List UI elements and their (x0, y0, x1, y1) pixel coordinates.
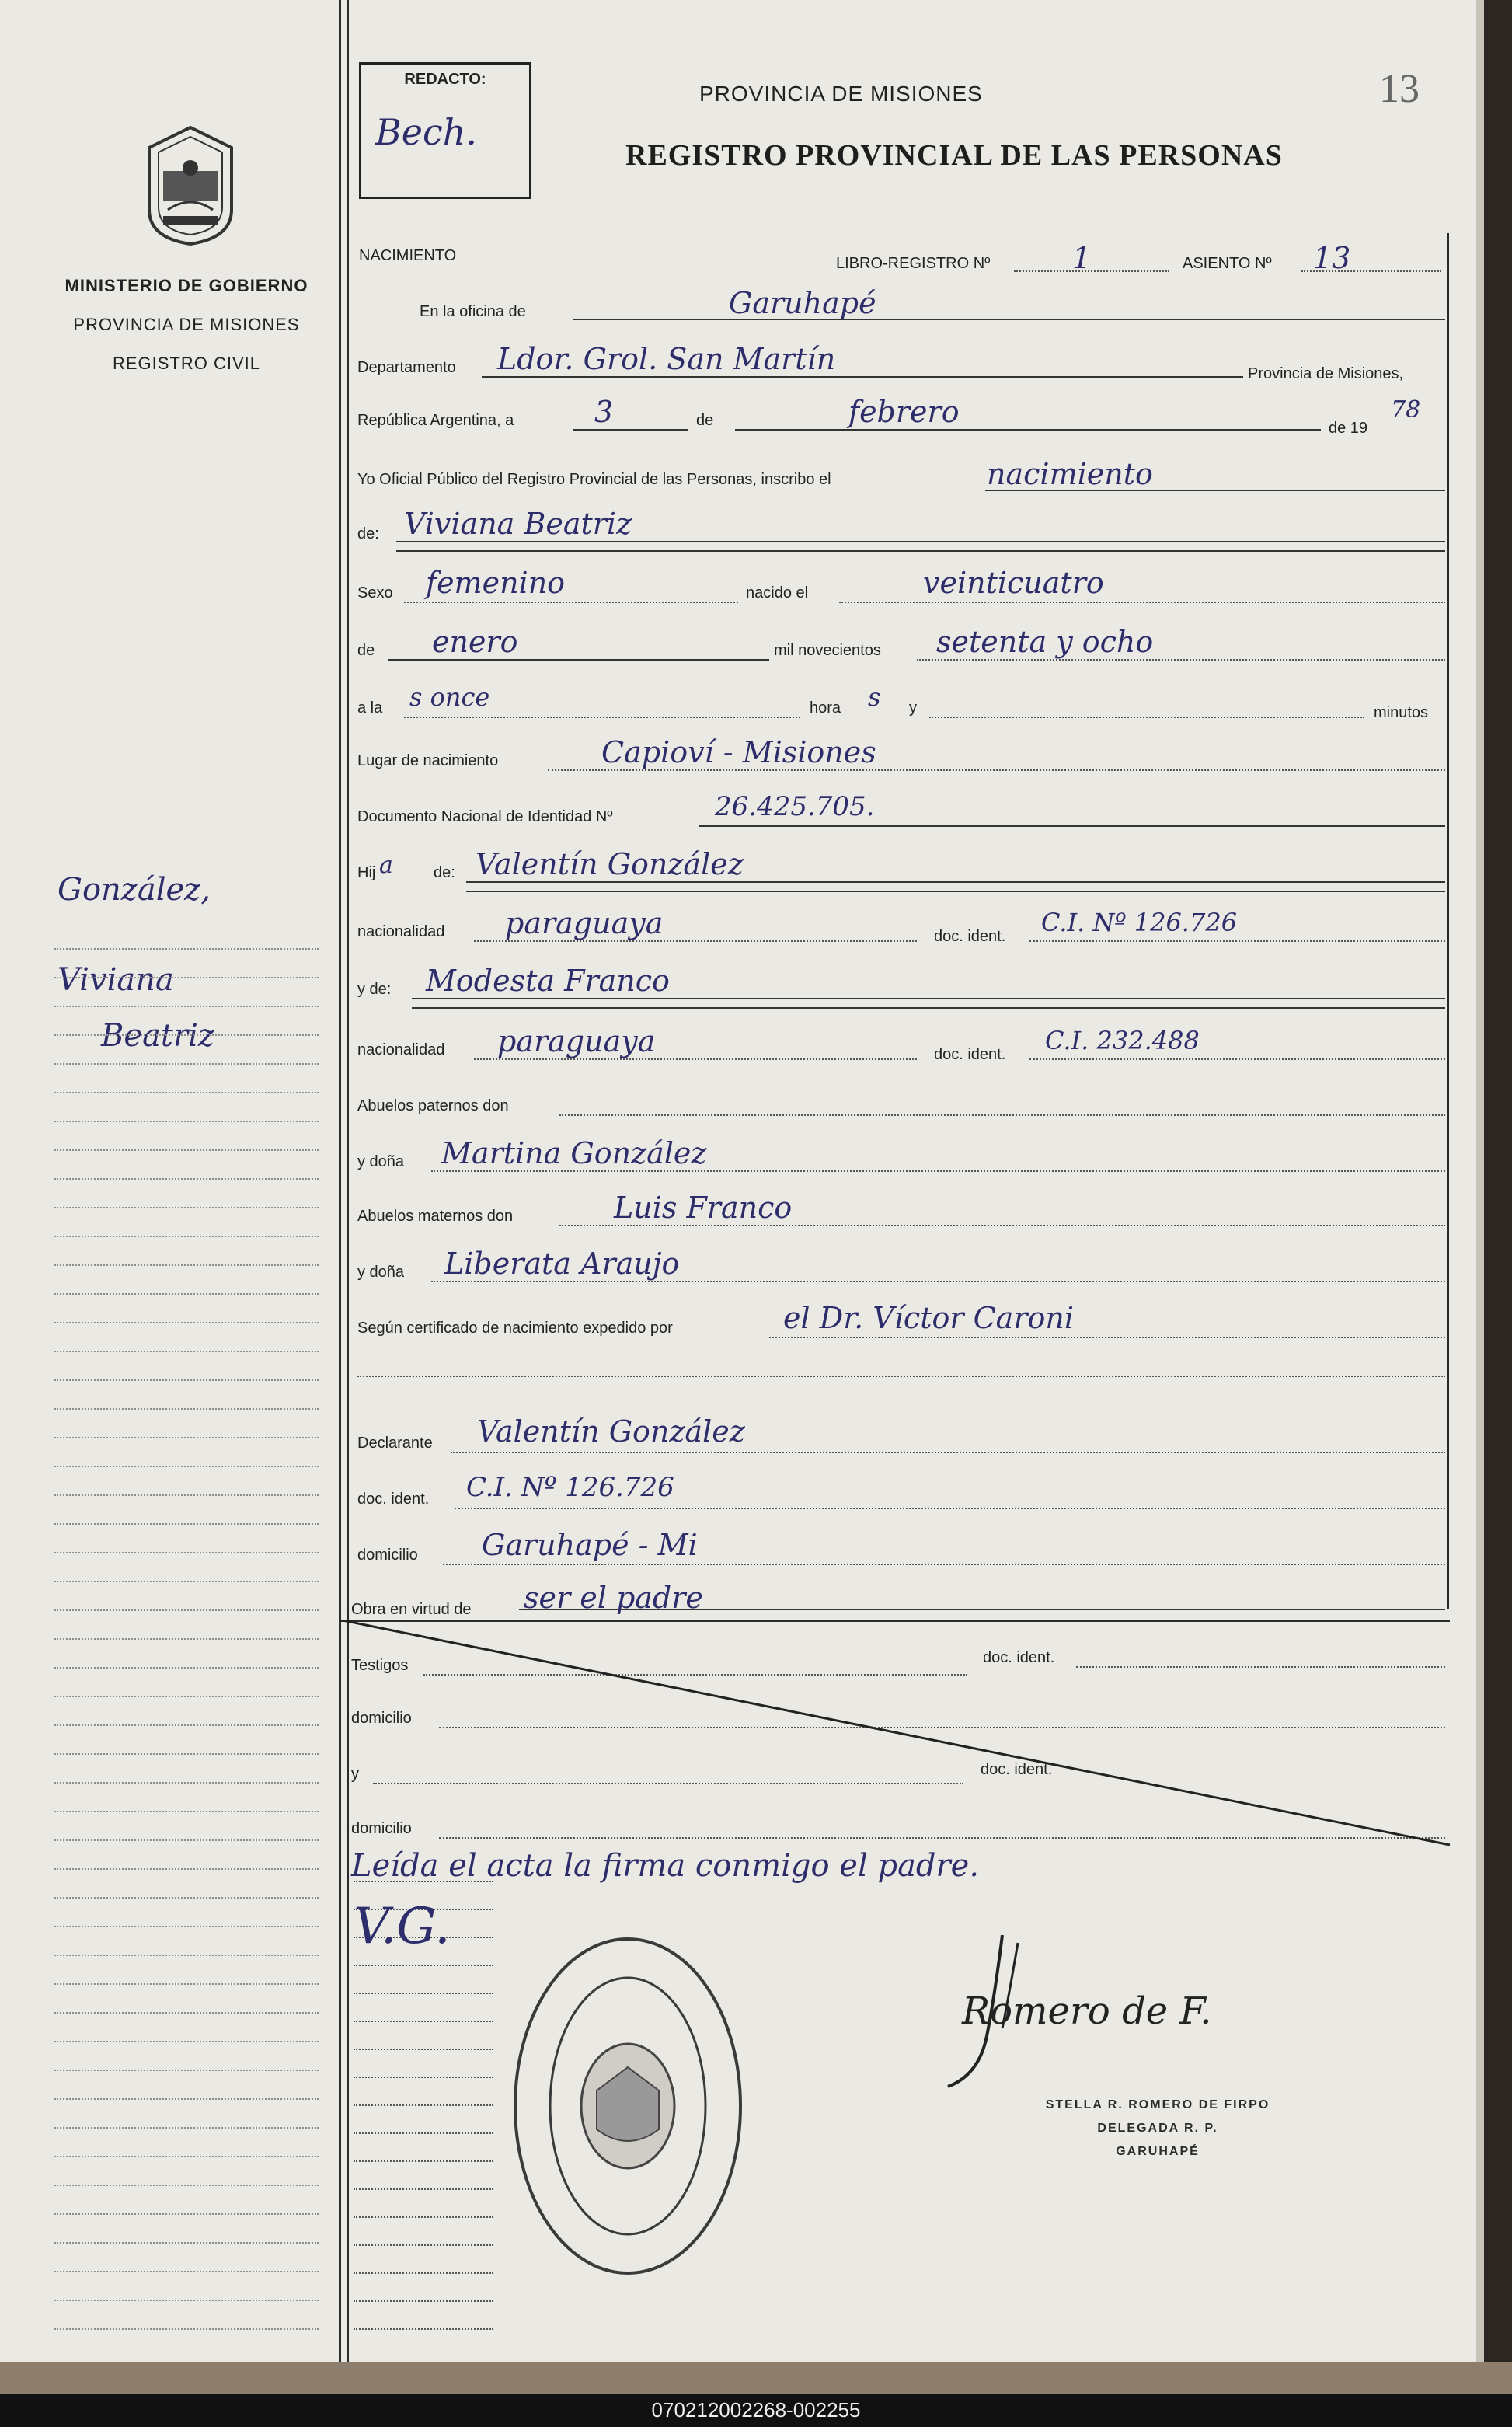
oficina-value: Garuhapé (729, 286, 876, 320)
nombre-line-2 (396, 550, 1445, 552)
declarante-line (451, 1452, 1445, 1453)
margin-ruled-line (54, 1724, 319, 1726)
doc2-label: doc. ident. (934, 1046, 1006, 1063)
margin-ruled-line (54, 2271, 319, 2272)
declarante-label: Declarante (357, 1435, 433, 1452)
testdom2-label: domicilio (351, 1820, 412, 1837)
margin-ruled-line (54, 1322, 319, 1323)
asiento-value: 13 (1313, 241, 1351, 275)
form-rule-right (1447, 233, 1449, 1609)
mes-value: febrero (848, 395, 960, 429)
abp-label: Abuelos paternos don (357, 1097, 509, 1114)
margin-ruled-line (54, 2300, 319, 2301)
ministry-registry: REGISTRO CIVIL (112, 354, 261, 373)
margin-ruled-line (54, 1034, 319, 1036)
nombre-line (396, 541, 1445, 542)
margin-ruled-line (54, 2242, 319, 2244)
provincia-suffix: Provincia de Misiones, (1248, 365, 1404, 382)
binding-edge (0, 2362, 1512, 2394)
padre-line (466, 881, 1445, 883)
margin-ruled-line (54, 2156, 319, 2157)
testigos-label: Testigos (351, 1657, 409, 1674)
margin-ruled-line (54, 1466, 319, 1467)
doc1-line (1029, 940, 1445, 942)
margin-ruled-line (54, 1236, 319, 1237)
hijo-suffix: a (379, 852, 393, 879)
margin-ruled-line (54, 2070, 319, 2071)
margin-ruled-line (54, 1523, 319, 1525)
de-label: de (696, 412, 714, 429)
ydona1-label: y doña (357, 1153, 405, 1170)
margin-ruled-line (54, 948, 319, 950)
closing-ruled-line (354, 2160, 493, 2162)
testdoc1-label: doc. ident. (983, 1649, 1055, 1666)
closing-ruled-line (354, 2244, 493, 2246)
lugar-line (548, 769, 1445, 771)
testy-label: y (351, 1766, 359, 1783)
ydona1-value: Martina González (441, 1136, 707, 1170)
cancel-diagonal-line (339, 1620, 1458, 1853)
margin-ruled-line (54, 1811, 319, 1812)
nacido-line (839, 602, 1445, 603)
docdecl-value: C.I. Nº 126.726 (466, 1472, 674, 1503)
margin-ruled-line (54, 1581, 319, 1582)
closing-ruled-line (354, 2132, 493, 2134)
nacido-label: nacido el (746, 584, 809, 602)
abm-value: Luis Franco (614, 1191, 793, 1225)
cert-value: el Dr. Víctor Caroni (783, 1301, 1075, 1335)
hora-value: s once (409, 682, 490, 712)
lugar-value: Capioví - Misiones (601, 735, 876, 769)
margin-ruled-line (54, 1926, 319, 1927)
libro-line (1014, 270, 1169, 272)
domicilio-value: Garuhapé - Mi (482, 1528, 698, 1562)
closing-ruled-line (354, 2216, 493, 2218)
sexo-value: femenino (426, 566, 566, 600)
ydona2-value: Liberata Araujo (444, 1247, 680, 1281)
closing-ruled-line (354, 2077, 493, 2078)
margin-ruled-line (54, 1351, 319, 1352)
asiento-label: ASIENTO Nº (1183, 255, 1272, 272)
mes-line (735, 429, 1321, 431)
docdecl-label: doc. ident. (357, 1491, 430, 1508)
margin-ruled-line (54, 1437, 319, 1438)
minutos-label: minutos (1374, 704, 1429, 721)
section-label: NACIMIENTO (359, 247, 457, 264)
nac1-label: nacionalidad (357, 923, 445, 940)
margin-ruled-line (54, 1955, 319, 1956)
anio-nac-value: setenta y ocho (936, 625, 1154, 659)
nac1-line (474, 940, 917, 942)
margin-ruled-line (54, 1063, 319, 1065)
padre-line-2 (466, 891, 1445, 892)
margin-ruled-line (54, 1897, 319, 1899)
margin-ruled-line (54, 1006, 319, 1007)
closing-ruled-line (354, 1881, 493, 1882)
margin-ruled-line (54, 1121, 319, 1122)
doc2-line (1029, 1058, 1445, 1060)
ministry-province: PROVINCIA DE MISIONES (73, 315, 300, 334)
margin-ruled-line (54, 2012, 319, 2014)
obra-label: Obra en virtud de (351, 1601, 472, 1618)
stamp-line-1: STELLA R. ROMERO DE FIRPO (1045, 2098, 1270, 2111)
lugar-label: Lugar de nacimiento (357, 752, 499, 769)
testdom1-label: domicilio (351, 1710, 412, 1727)
yde-label: y de: (357, 981, 392, 998)
anio-value: 78 (1391, 396, 1421, 424)
closing-ruled-line (354, 2272, 493, 2274)
margin-column (0, 0, 339, 2362)
stamp-line-2: DELEGADA R. P. (1097, 2122, 1218, 2135)
testdoc2-label: doc. ident. (981, 1761, 1053, 1778)
margin-ruled-line (54, 1839, 319, 1841)
redacto-signature: Bech. (375, 111, 478, 153)
dia-line (573, 429, 688, 431)
abm-label: Abuelos maternos don (357, 1208, 514, 1225)
margin-note-given1: Viviana (57, 962, 174, 998)
docdecl-line (455, 1508, 1445, 1509)
oficial-value: nacimiento (987, 457, 1153, 491)
header-province: PROVINCIA DE MISIONES (699, 82, 983, 106)
departamento-label: Departamento (357, 359, 456, 376)
doc2-value: C.I. 232.488 (1045, 1026, 1200, 1055)
redacto-label: REDACTO: (404, 71, 486, 88)
margin-rule-inner (347, 0, 349, 2362)
closing-text: Leída el acta la firma conmigo el padre. (351, 1848, 980, 1884)
anio-prefix: de 19 (1329, 420, 1368, 437)
horas-label: hora (810, 699, 841, 717)
dia-nac-value: veinticuatro (923, 566, 1104, 600)
cert-line (769, 1337, 1445, 1338)
margin-ruled-line (54, 1667, 319, 1669)
closing-ruled-line (354, 2188, 493, 2190)
margin-ruled-line (54, 1552, 319, 1553)
margin-ruled-line (54, 1494, 319, 1496)
signature-stroke-icon (940, 1935, 1026, 2090)
dni-value: 26.425.705. (715, 791, 875, 822)
margin-ruled-line (54, 1782, 319, 1784)
nac2-label: nacionalidad (357, 1041, 445, 1058)
sexo-line (404, 602, 738, 603)
obra-value: ser el padre (524, 1581, 703, 1615)
hijo-label-post: de: (434, 864, 455, 881)
y-label: y (909, 699, 917, 717)
sexo-label: Sexo (357, 584, 393, 602)
margin-ruled-line (54, 1178, 319, 1180)
cert-line-2 (357, 1376, 1445, 1377)
de2-label: de: (357, 525, 379, 542)
margin-ruled-line (54, 2127, 319, 2129)
doc1-label: doc. ident. (934, 928, 1006, 945)
margin-ruled-line (54, 1696, 319, 1697)
closing-ruled-line (354, 1965, 493, 1966)
mes-nac-line (388, 659, 769, 661)
domicilio-label: domicilio (357, 1547, 418, 1564)
margin-rule-outer (339, 0, 341, 2362)
libro-label: LIBRO-REGISTRO Nº (836, 255, 991, 272)
nac1-value: paraguaya (505, 906, 664, 940)
declarante-value: Valentín González (477, 1414, 745, 1449)
margin-ruled-line (54, 2328, 319, 2330)
ministry-title: MINISTERIO DE GOBIERNO (64, 276, 308, 295)
horas-value: s (868, 682, 881, 712)
departamento-line (482, 376, 1243, 378)
closing-ruled-line (354, 2328, 493, 2330)
closing-ruled-line (354, 2300, 493, 2302)
margin-ruled-line (54, 1293, 319, 1295)
closing-ruled-line (354, 2104, 493, 2106)
republica-label: República Argentina, a (357, 412, 514, 429)
margin-ruled-line (54, 2041, 319, 2042)
margin-ruled-line (54, 1983, 319, 1985)
margin-ruled-line (54, 1868, 319, 1870)
margin-note-surname: González, (57, 872, 211, 908)
de3-label: de (357, 642, 375, 659)
margin-ruled-line (54, 1638, 319, 1640)
margin-ruled-line (54, 2098, 319, 2100)
anio-nac-line (917, 659, 1445, 661)
madre-value: Modesta Franco (426, 964, 670, 998)
stamp-line-3: GARUHAPÉ (1116, 2145, 1200, 2158)
closing-ruled-line (354, 1993, 493, 1994)
officer-signature: Romero de F. (962, 1989, 1212, 2033)
margin-ruled-line (54, 1264, 319, 1266)
margin-ruled-line (54, 1092, 319, 1093)
departamento-value: Ldor. Grol. San Martín (497, 342, 836, 376)
registry-seal-icon (511, 1935, 744, 2277)
abp-line (559, 1114, 1445, 1116)
oficina-label: En la oficina de (420, 303, 526, 320)
hijo-label-pre: Hij (357, 864, 376, 881)
libro-value: 1 (1072, 241, 1092, 275)
closing-ruled-line (354, 2049, 493, 2050)
margin-ruled-line (54, 977, 319, 978)
initials: V.G. (354, 1898, 451, 1955)
mil-label: mil novecientos (774, 642, 881, 659)
padre-value: Valentín González (476, 847, 744, 881)
madre-line (412, 998, 1445, 999)
minutos-line (929, 717, 1364, 718)
ydona2-line (431, 1281, 1445, 1282)
oficina-line (573, 319, 1445, 320)
provincial-emblem-icon (145, 124, 236, 247)
abm-line (559, 1225, 1445, 1226)
dia-value: 3 (594, 395, 614, 429)
margin-note-given2: Beatriz (101, 1018, 214, 1054)
dni-label: Documento Nacional de Identidad Nº (357, 808, 613, 825)
redacto-box (359, 62, 531, 199)
ala-label: a la (357, 699, 383, 717)
folio-number: 13 (1379, 67, 1420, 111)
closing-ruled-line (354, 2021, 493, 2022)
nombre-value: Viviana Beatriz (404, 507, 632, 541)
ydona2-label: y doña (357, 1264, 405, 1281)
madre-line-2 (412, 1007, 1445, 1009)
nac2-value: paraguaya (497, 1024, 656, 1058)
margin-ruled-line (54, 1379, 319, 1381)
oficial-label: Yo Oficial Público del Registro Provincial de las Personas, inscribo el (357, 471, 831, 488)
ydona1-line (431, 1170, 1445, 1172)
margin-ruled-line (54, 2185, 319, 2186)
cert-label: Según certificado de nacimiento expedido por (357, 1320, 673, 1337)
nac2-line (474, 1058, 917, 1060)
margin-ruled-line (54, 1408, 319, 1410)
margin-ruled-line (54, 1753, 319, 1755)
image-id-label: 070212002268-002255 (0, 2394, 1512, 2427)
doc1-value: C.I. Nº 126.726 (1041, 908, 1238, 937)
mes-nac-value: enero (432, 625, 518, 659)
margin-ruled-line (54, 1609, 319, 1611)
margin-ruled-line (54, 1149, 319, 1151)
margin-ruled-line (54, 2213, 319, 2215)
margin-ruled-line (54, 1207, 319, 1208)
header-registry: REGISTRO PROVINCIAL DE LAS PERSONAS (625, 139, 1283, 172)
hora-line (404, 717, 800, 718)
dni-line (699, 825, 1445, 827)
domicilio-line (443, 1564, 1445, 1565)
